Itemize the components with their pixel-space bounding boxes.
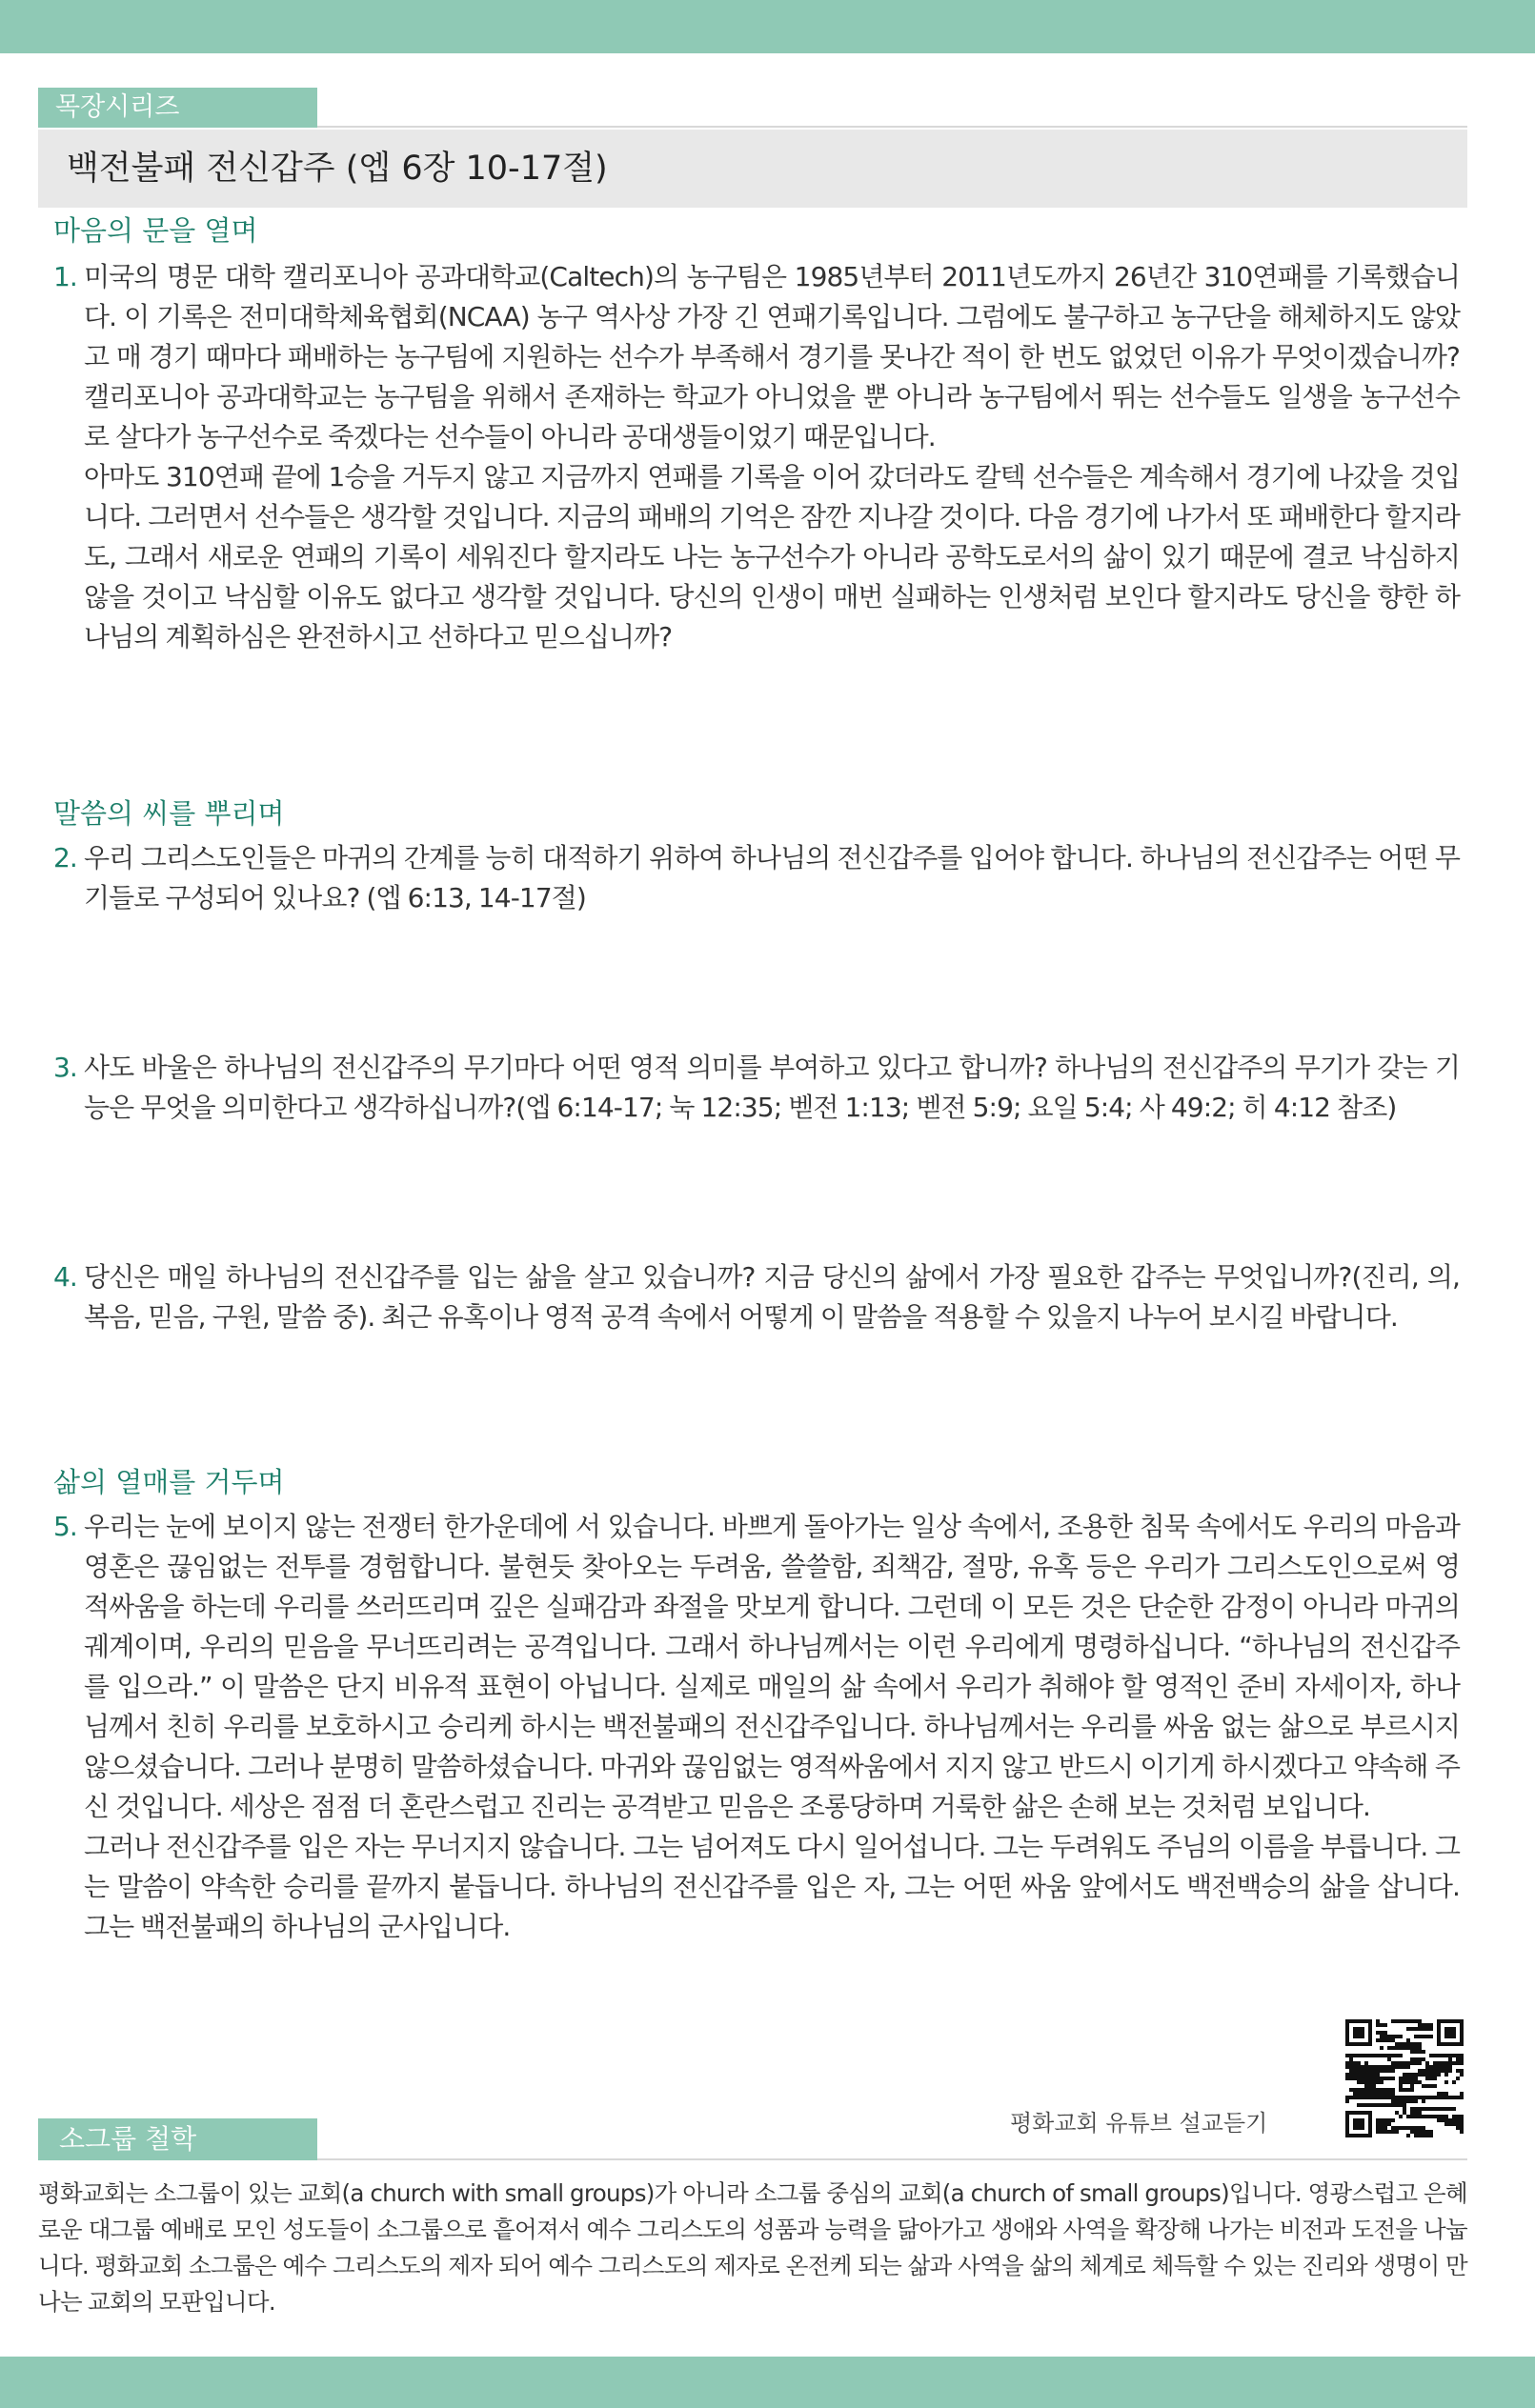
bottom-band [0,2357,1535,2408]
question-number: 4. [53,1261,77,1293]
question-text: 미국의 명문 대학 캘리포니아 공과대학교(Caltech)의 농구팀은 1985년부터 2011년도까지 26년간 310연패를 기록했습니다. 이 기록은 전미대학체육협회(NCAA) 농구 역사상 가장 긴 연패기록입니다. 그럼에도 불구하고 농구단을 해체하지도 않았고 매 경기 때마다 패배하는 농구팀에 지원하는 선수가 부족해서 경기를 못나간 적이 한 번도 없었던 이유가 무엇이겠습니까? 캘리포니아 공과대학교는 농구팀을 위해서 존재하는 학교가 아니었을 뿐 아니라 농구팀에서 뛰는 선수들도 일생을 농구선수로 살다가 농구선수로 죽겠다는 선수들이 아니라 공대생들이었기 때문입니다. [84,261,1460,452]
question-number: 2. [53,842,77,873]
question-text: 당신은 매일 하나님의 전신갑주를 입는 삶을 살고 있습니까? 지금 당신의 삶에서 가장 필요한 갑주는 무엇입니까?(진리, 의, 복음, 믿음, 구원, 말씀 중). 최근 유혹이나 영적 공격 속에서 어떻게 이 말씀을 적용할 수 있을지 나누어 보시길 바랍니다. [84,1261,1460,1333]
series-divider [317,126,1467,128]
question-text: 우리는 눈에 보이지 않는 전쟁터 한가운데에 서 있습니다. 바쁘게 돌아가는 일상 속에서, 조용한 침묵 속에서도 우리의 마음과 영혼은 끊임없는 전투를 경험합니다. 불현듯 찾아오는 두려움, 쓸쓸함, 죄책감, 절망, 유혹 등은 우리가 그리스도인으로써 영적싸움을 하는데 우리를 쓰러뜨리며 깊은 실패감과 좌절을 맛보게 합니다. 그런데 이 모든 것은 단순한 감정이 아니라 마귀의 궤계이며, 우리의 믿음을 무너뜨리려는 공격입니다. 그래서 하나님께서는 이런 우리에게 명령하십니다. “하나님의 전신갑주를 입으라.” 이 말씀은 단지 비유적 표현이 아닙니다. 실제로 매일의 삶 속에서 우리가 취해야 할 영적인 준비 자세이자, 하나님께서 친히 우리를 보호하시고 승리케 하시는 백전불패의 전신갑주입니다. 하나님께서는 우리를 싸움 없는 삶으로 부르시지 않으셨습니다. 그러나 분명히 말씀하셨습니다. 마귀와 끊임없는 영적싸움에서 지지 않고 반드시 이기게 하시겠다고 약속해 주신 것입니다. 세상은 점점 더 혼란스럽고 진리는 공격받고 믿음은 조롱당하며 거룩한 삶은 손해 보는 것처럼 보입니다. [84,1511,1460,1822]
question-5 [53,1507,1460,1947]
philosophy-label: 소그룹 철학 [38,2118,317,2160]
section-heading-sow: 말씀의 씨를 뿌리며 [53,797,285,830]
question-4 [53,1257,1460,1337]
philosophy-divider [317,2158,1467,2160]
top-band [0,0,1535,53]
philosophy-text: 평화교회는 소그룹이 있는 교회(a church with small groups)가 아니라 소그룹 중심의 교회(a church of small groups)입니다. 영광스럽고 은혜로운 대그룹 예배로 모인 성도들이 소그룹으로 흩어져서 예수 그리스도의 성품과 능력을 닮아가고 생애와 사역을 확장해 나가는 비전과 도전을 나눕니다. 평화교회 소그룹은 예수 그리스도의 제자 되어 예수 그리스도의 제자로 온전케 되는 삶과 사역을 삶의 체계로 체득할 수 있는 진리와 생명이 만나는 교회의 모판입니다. [38,2179,1467,2316]
question-1 [53,257,1460,657]
question-text: 그러나 전신갑주를 입은 자는 무너지지 않습니다. 그는 넘어져도 다시 일어섭니다. 그는 두려워도 주님의 이름을 부릅니다. 그는 말씀이 약속한 승리를 끝까지 붙듭니다. 하나님의 전신갑주를 입은 자, 그는 어떤 싸움 앞에서도 백전백승의 삶을 삽니다. 그는 백전불패의 하나님의 군사입니다. [84,1831,1460,1942]
question-number: 5. [53,1511,77,1542]
section-heading-harvest: 삶의 열매를 거두며 [53,1466,285,1498]
page-title: 백전불패 전신갑주 (엡 6장 10-17절) [38,130,1467,208]
question-number: 3. [53,1052,77,1083]
youtube-label[interactable]: 평화교회 유튜브 설교듣기 [1010,2110,1268,2137]
section-heading-open: 마음의 문을 열며 [53,214,258,247]
question-number: 1. [53,261,77,292]
question-text: 우리 그리스도인들은 마귀의 간계를 능히 대적하기 위하여 하나님의 전신갑주를 입어야 합니다. 하나님의 전신갑주는 어떤 무기들로 구성되어 있나요? (엡 6:13, 14-17절) [84,842,1460,913]
question-2 [53,838,1460,918]
youtube-qr-code[interactable] [1345,2019,1464,2137]
question-3 [53,1048,1460,1128]
series-label: 목장시리즈 [38,88,317,128]
question-text: 사도 바울은 하나님의 전신갑주의 무기마다 어떤 영적 의미를 부여하고 있다고 합니까? 하나님의 전신갑주의 무기가 갖는 기능은 무엇을 의미한다고 생각하십니까?(엡 6:14-17; 눅 12:35; 벧전 1:13; 벧전 5:9; 요일 5:4; 사 49:2; 히 4:12 참조) [84,1052,1460,1123]
question-text: 아마도 310연패 끝에 1승을 거두지 않고 지금까지 연패를 기록을 이어 갔더라도 칼텍 선수들은 계속해서 경기에 나갔을 것입니다. 그러면서 선수들은 생각할 것입니다. 지금의 패배의 기억은 잠깐 지나갈 것이다. 다음 경기에 나가서 또 패배한다 할지라도, 그래서 새로운 연패의 기록이 세워진다 할지라도 나는 농구선수가 아니라 공학도로서의 삶이 있기 때문에 결코 낙심하지 않을 것이고 낙심할 이유도 없다고 생각할 것입니다. 당신의 인생이 매번 실패하는 인생처럼 보인다 할지라도 당신을 향한 하나님의 계획하심은 완전하시고 선하다고 믿으십니까? [84,461,1460,652]
